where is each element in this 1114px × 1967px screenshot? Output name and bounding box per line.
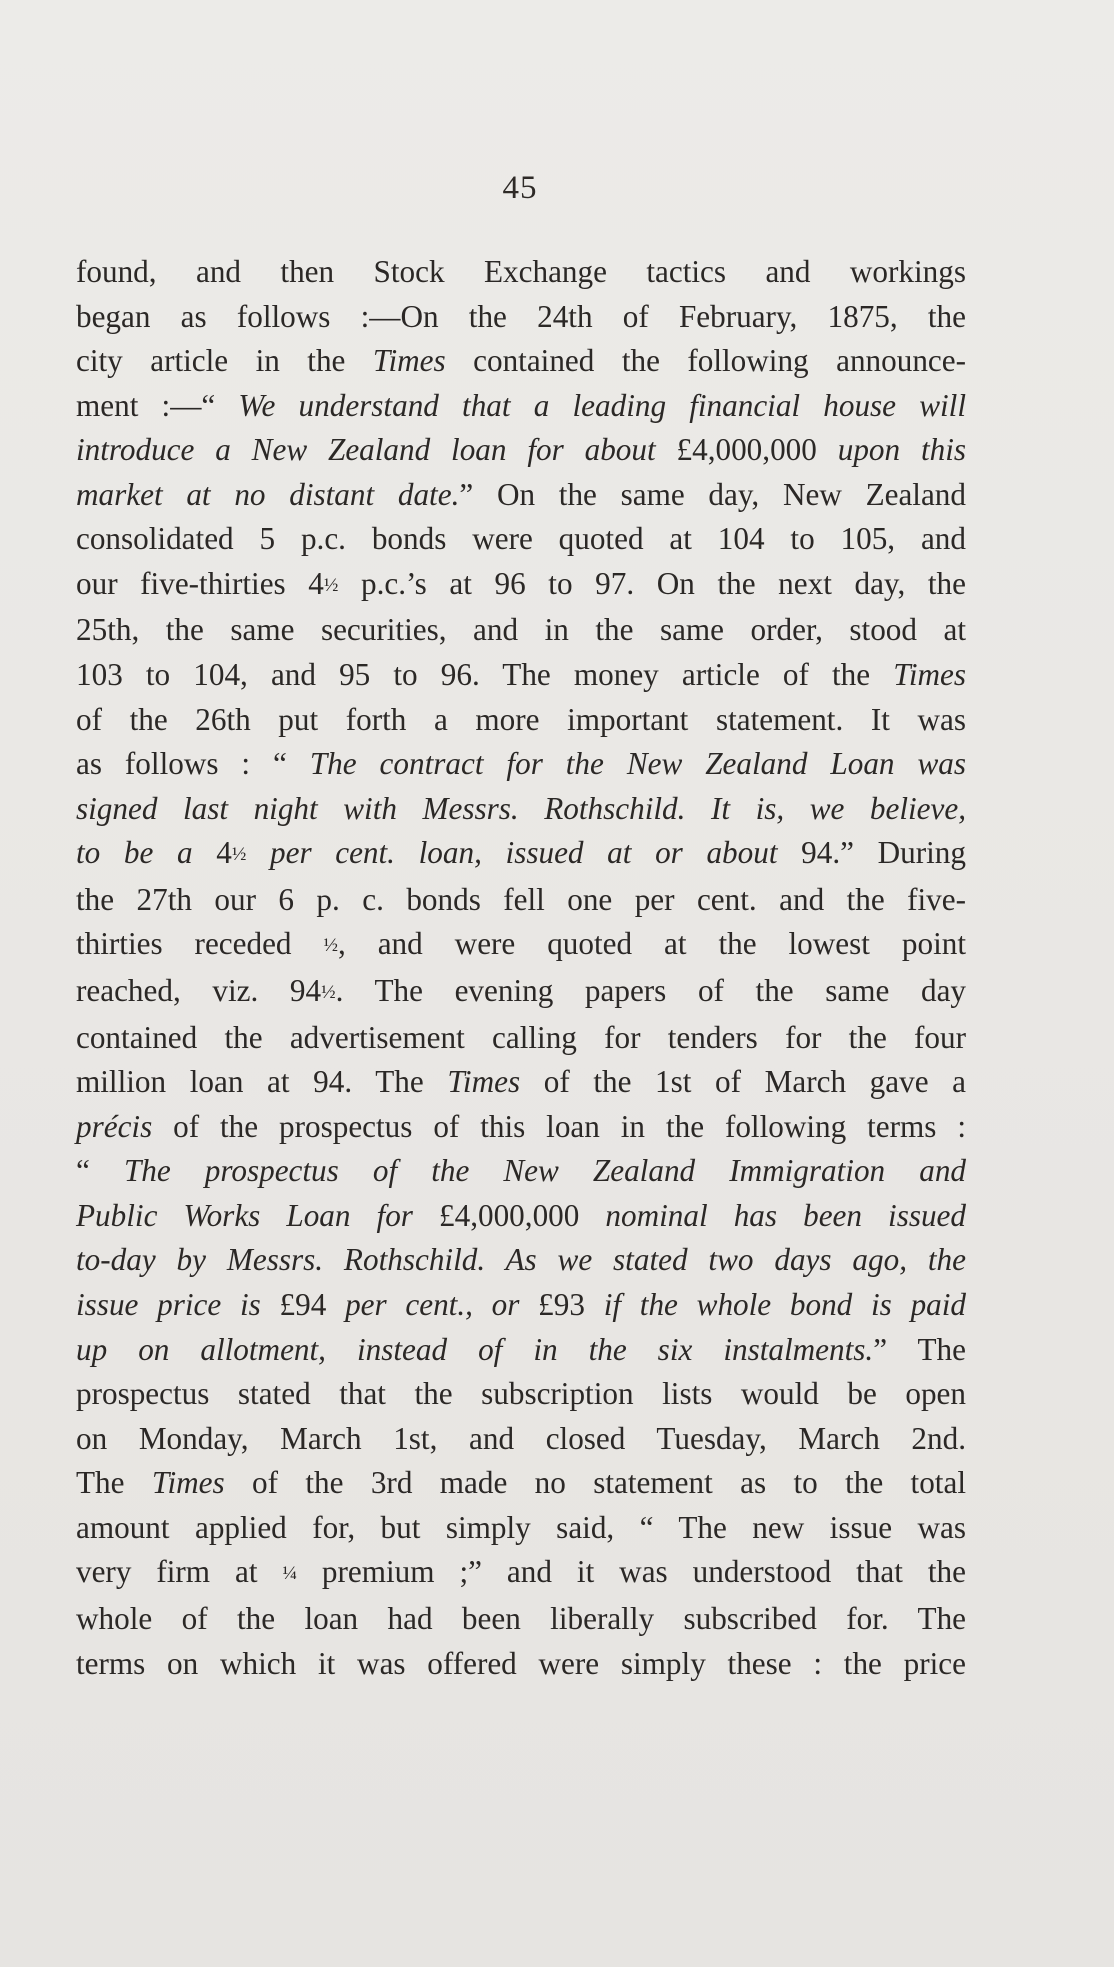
- text-segment: “: [76, 1153, 124, 1189]
- text-line: [76, 339, 966, 384]
- italic-text-segment: Times: [893, 657, 966, 693]
- text-line: [76, 1238, 966, 1283]
- text-line: [76, 1417, 966, 1462]
- text-segment: of the 26th put forth a more important statement. It was: [76, 701, 966, 737]
- text-segment: ment :—“: [76, 387, 239, 423]
- italic-text-segment: Public Works Loan for: [76, 1197, 413, 1233]
- italic-text-segment: per cent. loan, issued at or about: [270, 835, 778, 871]
- text-segment: million loan at 94. The: [76, 1064, 448, 1100]
- text-segment: contained the following announce-: [445, 343, 966, 379]
- text-line: [76, 1461, 966, 1506]
- text-line: [76, 1283, 966, 1328]
- text-line: [76, 1642, 966, 1687]
- italic-text-segment: The prospectus of the New Zealand Immigration and: [123, 1153, 967, 1189]
- italic-text-segment: The contract for the New Zealand Loan was: [309, 746, 966, 782]
- text-line: [76, 1060, 966, 1105]
- text-line: [76, 295, 966, 340]
- text-segment: The: [76, 1465, 152, 1501]
- text-line: [76, 562, 966, 609]
- text-line: [76, 1105, 966, 1150]
- text-line: [76, 653, 966, 698]
- text-segment: £4,000,000: [655, 432, 838, 468]
- text-segment: began as follows :—On the 24th of February, 1875, the: [76, 298, 966, 334]
- text-segment: contained the advertisement calling for tenders for the four: [76, 1019, 966, 1055]
- text-segment: £94: [260, 1287, 346, 1323]
- italic-text-segment: upon this: [837, 432, 967, 468]
- text-segment: city article in the: [76, 343, 373, 379]
- text-segment: 103 to 104, and 95 to 96. The money article of the: [76, 657, 894, 693]
- text-segment: £93: [519, 1287, 604, 1323]
- italic-text-segment: nominal has been issued: [605, 1197, 966, 1233]
- text-line: [76, 517, 966, 562]
- text-line: [76, 878, 966, 923]
- text-segment: ” On the same day, New Zealand: [459, 476, 966, 512]
- text-segment: thirties receded: [76, 926, 324, 962]
- text-segment: terms on which it was offered were simply these : the price: [76, 1645, 966, 1681]
- text-line: [76, 473, 966, 518]
- italic-text-segment: Times: [372, 343, 446, 379]
- text-segment: £4,000,000: [412, 1197, 606, 1233]
- text-segment: as follows : “: [76, 746, 310, 782]
- italic-text-segment: Times: [151, 1465, 225, 1501]
- italic-text-segment: if the whole bond is paid: [603, 1287, 967, 1323]
- italic-text-segment: Times: [447, 1064, 521, 1100]
- italic-text-segment: issue price is: [76, 1287, 261, 1323]
- text-line: [76, 1597, 966, 1642]
- text-segment: whole of the loan had been liberally subscribed for. The: [76, 1600, 966, 1636]
- text-line: [76, 1194, 966, 1239]
- text-line: [76, 698, 966, 743]
- text-line: [76, 831, 966, 878]
- italic-text-segment: introduce a New Zealand loan for about: [76, 432, 656, 468]
- text-line: [76, 250, 966, 295]
- text-line: [76, 384, 966, 429]
- text-line: [76, 742, 966, 787]
- text-segment: prospectus stated that the subscription lists would be open: [76, 1376, 966, 1412]
- text-segment: . The evening papers of the same day: [335, 973, 967, 1009]
- text-segment: the 27th our 6 p. c. bonds fell one per cent. and the five-: [76, 881, 966, 917]
- text-segment: 25th, the same securities, and in the same order, stood at: [76, 612, 966, 648]
- fraction-text: ¼: [282, 1563, 297, 1585]
- text-segment: of the 3rd made no statement as to the total: [224, 1465, 966, 1501]
- text-segment: 4: [192, 835, 232, 871]
- text-line: [76, 787, 966, 832]
- text-segment: [246, 835, 270, 870]
- text-line: [76, 1149, 966, 1194]
- text-line: [76, 428, 966, 473]
- page-number: 45: [502, 170, 538, 206]
- italic-text-segment: market at no distant date.: [76, 476, 460, 512]
- text-line: [76, 1550, 966, 1597]
- italic-text-segment: signed last night with Messrs. Rothschild. It is, we believe,: [76, 790, 966, 826]
- text-segment: , and were quoted at the lowest point: [337, 926, 966, 962]
- text-segment: p.c.’s at 96 to 97. On the next day, the: [338, 565, 966, 601]
- text-segment: of the 1st of March gave a: [520, 1064, 966, 1100]
- text-line: [76, 608, 966, 653]
- italic-text-segment: up on allotment, instead of in the six instalments.: [76, 1331, 874, 1367]
- fraction-text: ½: [323, 574, 339, 596]
- italic-text-segment: to-day by Messrs. Rothschild. As we stated two days ago, the: [76, 1242, 966, 1278]
- italic-text-segment: to be a: [76, 835, 193, 871]
- text-line: [76, 1328, 966, 1373]
- italic-text-segment: précis: [76, 1108, 153, 1144]
- text-segment: amount applied for, but simply said, “ The new issue was: [76, 1509, 966, 1545]
- text-line: [76, 1506, 966, 1551]
- text-line: [76, 922, 966, 969]
- italic-text-segment: per cent., or: [345, 1287, 520, 1323]
- text-segment: reached, viz. 94: [76, 973, 322, 1009]
- text-segment: consolidated 5 p.c. bonds were quoted at 104 to 105, and: [76, 521, 966, 557]
- text-segment: ” The: [873, 1331, 966, 1367]
- text-line: [76, 1372, 966, 1417]
- fraction-text: ½: [323, 935, 338, 957]
- fraction-text: ½: [231, 844, 247, 866]
- text-segment: premium ;” and it was understood that the: [296, 1554, 966, 1590]
- text-segment: found, and then Stock Exchange tactics and workings: [76, 254, 966, 289]
- body-text: [76, 250, 966, 1686]
- text-segment: very firm at: [76, 1554, 283, 1590]
- text-line: [76, 969, 966, 1016]
- text-segment: on Monday, March 1st, and closed Tuesday, March 2nd.: [76, 1420, 966, 1456]
- text-line: [76, 1016, 966, 1061]
- italic-text-segment: We understand that a leading financial house will: [238, 387, 966, 423]
- text-segment: of the prospectus of this loan in the following terms :: [152, 1108, 966, 1144]
- text-segment: 94.” During: [777, 835, 966, 871]
- fraction-text: ½: [321, 982, 336, 1004]
- text-segment: our five-thirties 4: [76, 565, 324, 601]
